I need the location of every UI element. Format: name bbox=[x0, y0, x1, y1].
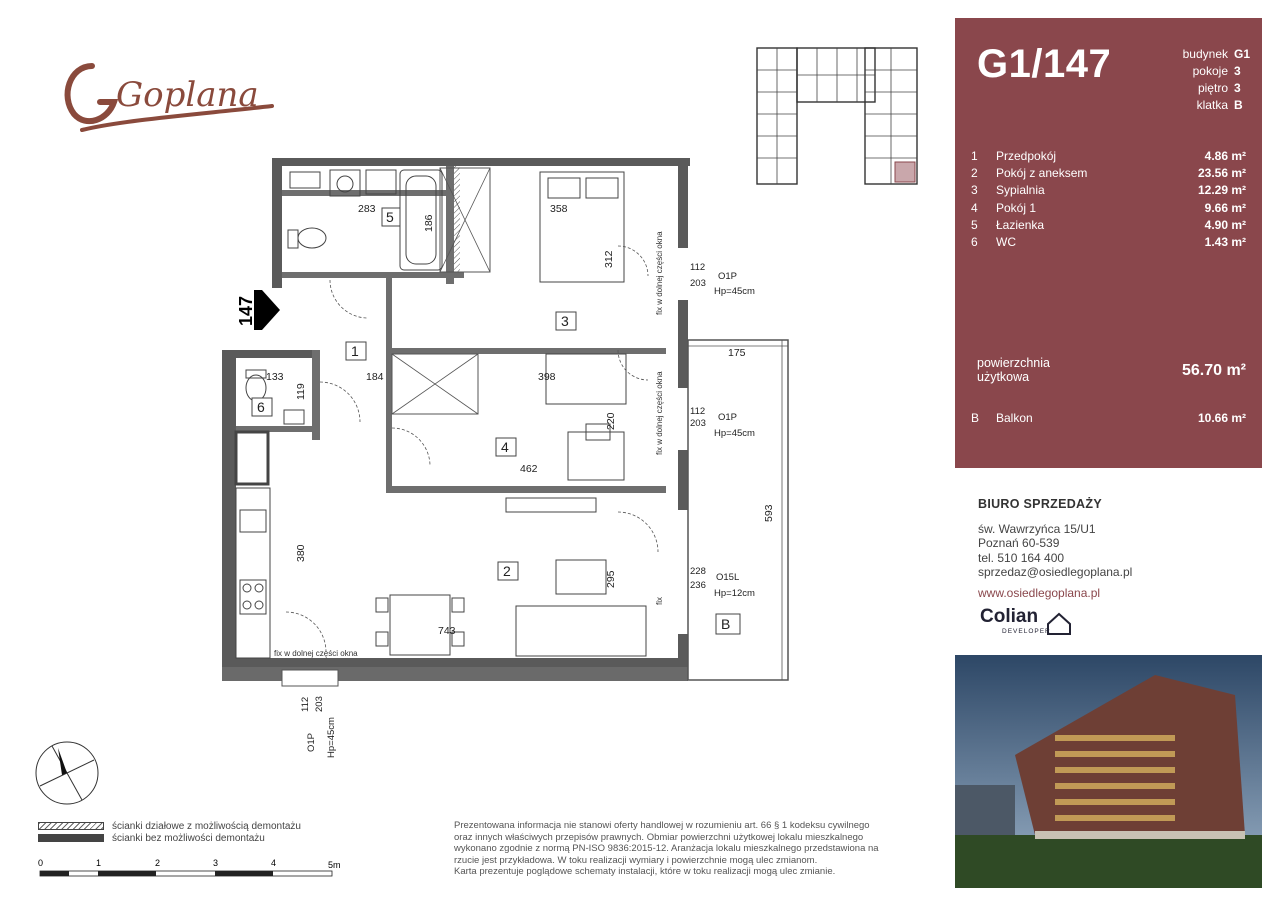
unit-highlight bbox=[895, 162, 915, 182]
window-2-code: O1P bbox=[718, 412, 738, 423]
goplana-logo bbox=[52, 48, 282, 143]
sales-website-link[interactable]: www.osiedlegoplana.pl bbox=[978, 585, 1101, 600]
sales-address-2: Poznań 60-539 bbox=[978, 536, 1060, 550]
sales-office bbox=[978, 497, 1248, 600]
room-row: 4 Pokój 1 9.66 m² bbox=[971, 200, 1246, 215]
window-2-hp: Hp=45cm bbox=[714, 428, 755, 439]
window-4-code: O1P bbox=[306, 732, 317, 752]
window-1-width: 112 bbox=[690, 262, 706, 273]
kitchen-counter bbox=[236, 488, 270, 658]
fix-note-4: fix w dolnej części okna bbox=[274, 649, 358, 658]
entrance-number: 147 bbox=[236, 295, 256, 326]
svg-text:Colian: Colian bbox=[980, 606, 1039, 627]
dim-295: 295 bbox=[605, 570, 617, 588]
total-area-label: powierzchnia użytkowa bbox=[977, 356, 1050, 384]
meta-staircase: klatka B bbox=[1196, 98, 1243, 112]
fix-note-1: fix w dolnej części okna bbox=[655, 231, 664, 315]
unit-meta bbox=[1182, 46, 1251, 114]
window-1-code: O1P bbox=[718, 271, 738, 282]
kitchen-sink-icon bbox=[240, 510, 266, 532]
north-arrow-icon bbox=[34, 740, 100, 806]
sales-address-1: św. Wawrzyńca 15/U1 bbox=[978, 521, 1096, 536]
dim-593: 593 bbox=[763, 504, 775, 522]
window-1-height: 203 bbox=[690, 278, 706, 289]
sales-phone[interactable]: tel. 510 164 400 bbox=[978, 550, 1065, 565]
colian-developer-logo bbox=[980, 602, 1080, 636]
room-row: 6 WC 1.43 m² bbox=[971, 235, 1246, 250]
toilet-icon bbox=[298, 228, 326, 248]
window-1-hp: Hp=45cm bbox=[714, 286, 755, 297]
room-label-2: 2 bbox=[503, 563, 511, 579]
sofa bbox=[516, 606, 646, 656]
logo-wordmark: Goplana bbox=[116, 75, 259, 115]
disclaimer-line: rzucie jest przykładowa. W toku realizacji wymiary i powierzchnie mogą ulec zmianom. bbox=[454, 854, 818, 866]
room-label-3: 3 bbox=[561, 313, 569, 329]
dim-184: 184 bbox=[366, 371, 384, 383]
shelf-icon bbox=[290, 172, 320, 188]
svg-text:DEVELOPER: DEVELOPER bbox=[1002, 628, 1051, 635]
meta-rooms: pokoje 3 bbox=[1192, 64, 1241, 78]
solid-swatch bbox=[38, 834, 104, 842]
scale-tick-2: 2 bbox=[155, 858, 161, 868]
dim-358: 358 bbox=[550, 203, 568, 215]
disclaimer-line: oraz innych właściwych przepisów prawnych. Obmiar powierzchni użytkowej lokalu mieszkalnego bbox=[454, 831, 864, 843]
room-label-5: 5 bbox=[386, 209, 394, 225]
room-row: 5 Łazienka 4.90 m² bbox=[971, 217, 1246, 232]
disclaimer bbox=[454, 820, 894, 878]
balcony-row: B Balkon 10.66 m² bbox=[971, 411, 1246, 425]
meta-floor: piętro 3 bbox=[1197, 81, 1241, 95]
total-area-value: 56.70 m² bbox=[1181, 362, 1246, 379]
building-render-image bbox=[955, 655, 1262, 888]
tv-cabinet bbox=[506, 498, 596, 512]
window-3-height: 236 bbox=[690, 580, 706, 591]
scale-bar bbox=[38, 858, 341, 880]
dim-380: 380 bbox=[295, 544, 307, 562]
room-label-1: 1 bbox=[351, 343, 359, 359]
scale-tick-1: 1 bbox=[96, 858, 102, 868]
dim-175: 175 bbox=[728, 347, 746, 359]
room-row: 1 Przedpokój 4.86 m² bbox=[971, 149, 1246, 163]
window-3-code: O15L bbox=[716, 572, 740, 583]
scale-tick-5: 5m bbox=[328, 860, 341, 870]
room-row: 3 Sypialnia 12.29 m² bbox=[971, 183, 1246, 198]
dim-220: 220 bbox=[605, 412, 617, 430]
dim-283: 283 bbox=[358, 203, 376, 215]
room-label-6: 6 bbox=[257, 399, 265, 415]
window-3-hp: Hp=12cm bbox=[714, 588, 755, 599]
fix-note-2: fix w dolnej części okna bbox=[655, 371, 664, 455]
legend-solid-label: ścianki bez możliwości demontażu bbox=[112, 832, 265, 844]
wc-toilet-icon bbox=[246, 375, 266, 401]
window-4-width: 112 bbox=[300, 696, 311, 712]
legend-hatched bbox=[38, 820, 358, 832]
room-row: 2 Pokój z aneksem 23.56 m² bbox=[971, 166, 1246, 181]
unit-code: G1/147 bbox=[977, 42, 1112, 86]
window-3-width: 228 bbox=[690, 566, 706, 577]
desk bbox=[568, 432, 624, 480]
legend-solid bbox=[38, 832, 358, 844]
house-icon bbox=[1048, 614, 1070, 634]
coffee-table bbox=[556, 560, 606, 594]
room-list bbox=[971, 148, 1246, 251]
scale-tick-0: 0 bbox=[38, 858, 44, 868]
dim-743: 743 bbox=[438, 625, 456, 637]
fix-note-3: fix bbox=[655, 597, 664, 605]
dim-133: 133 bbox=[266, 371, 284, 383]
scale-tick-3: 3 bbox=[213, 858, 219, 868]
dim-186: 186 bbox=[423, 214, 435, 232]
sales-title: BIURO SPRZEDAŻY bbox=[978, 497, 1102, 511]
meta-building: budynek G1 bbox=[1182, 47, 1251, 61]
dim-312: 312 bbox=[603, 250, 615, 268]
disclaimer-line: wykonano zgodnie z normą PN-ISO 9836:2015-12. Aranżacja lokalu mieszkalnego przedstawiona na bbox=[454, 843, 879, 855]
room-label-b: B bbox=[721, 616, 731, 632]
entrance-arrow-icon bbox=[262, 290, 280, 330]
dim-398: 398 bbox=[538, 371, 556, 383]
legend-hatched-label: ścianki działowe z możliwością demontażu bbox=[112, 820, 301, 832]
window-2-width: 112 bbox=[690, 406, 706, 417]
legend bbox=[38, 820, 358, 844]
dim-462: 462 bbox=[520, 463, 538, 475]
floor-plan bbox=[200, 150, 820, 770]
room-label-4: 4 bbox=[501, 439, 509, 455]
hatched-swatch bbox=[38, 822, 104, 830]
dim-119: 119 bbox=[295, 383, 307, 400]
disclaimer-line: Karta prezentuje poglądowe schematy instalacji, które w toku realizacji mogą ulec zmianie. bbox=[454, 866, 836, 878]
wc-sink-icon bbox=[284, 410, 304, 424]
window-4-hp: Hp=45cm bbox=[326, 717, 337, 758]
window-2-height: 203 bbox=[690, 418, 706, 429]
single-bed bbox=[546, 354, 626, 404]
unit-info-panel bbox=[955, 18, 1262, 468]
window-4-height: 203 bbox=[314, 696, 325, 712]
sales-email[interactable]: sprzedaz@osiedlegoplana.pl bbox=[978, 565, 1133, 579]
disclaimer-line: Prezentowana informacja nie stanowi oferty handlowej w rozumieniu art. 66 § 1 kodeksu cywilnego bbox=[454, 820, 870, 831]
scale-tick-4: 4 bbox=[271, 858, 277, 868]
